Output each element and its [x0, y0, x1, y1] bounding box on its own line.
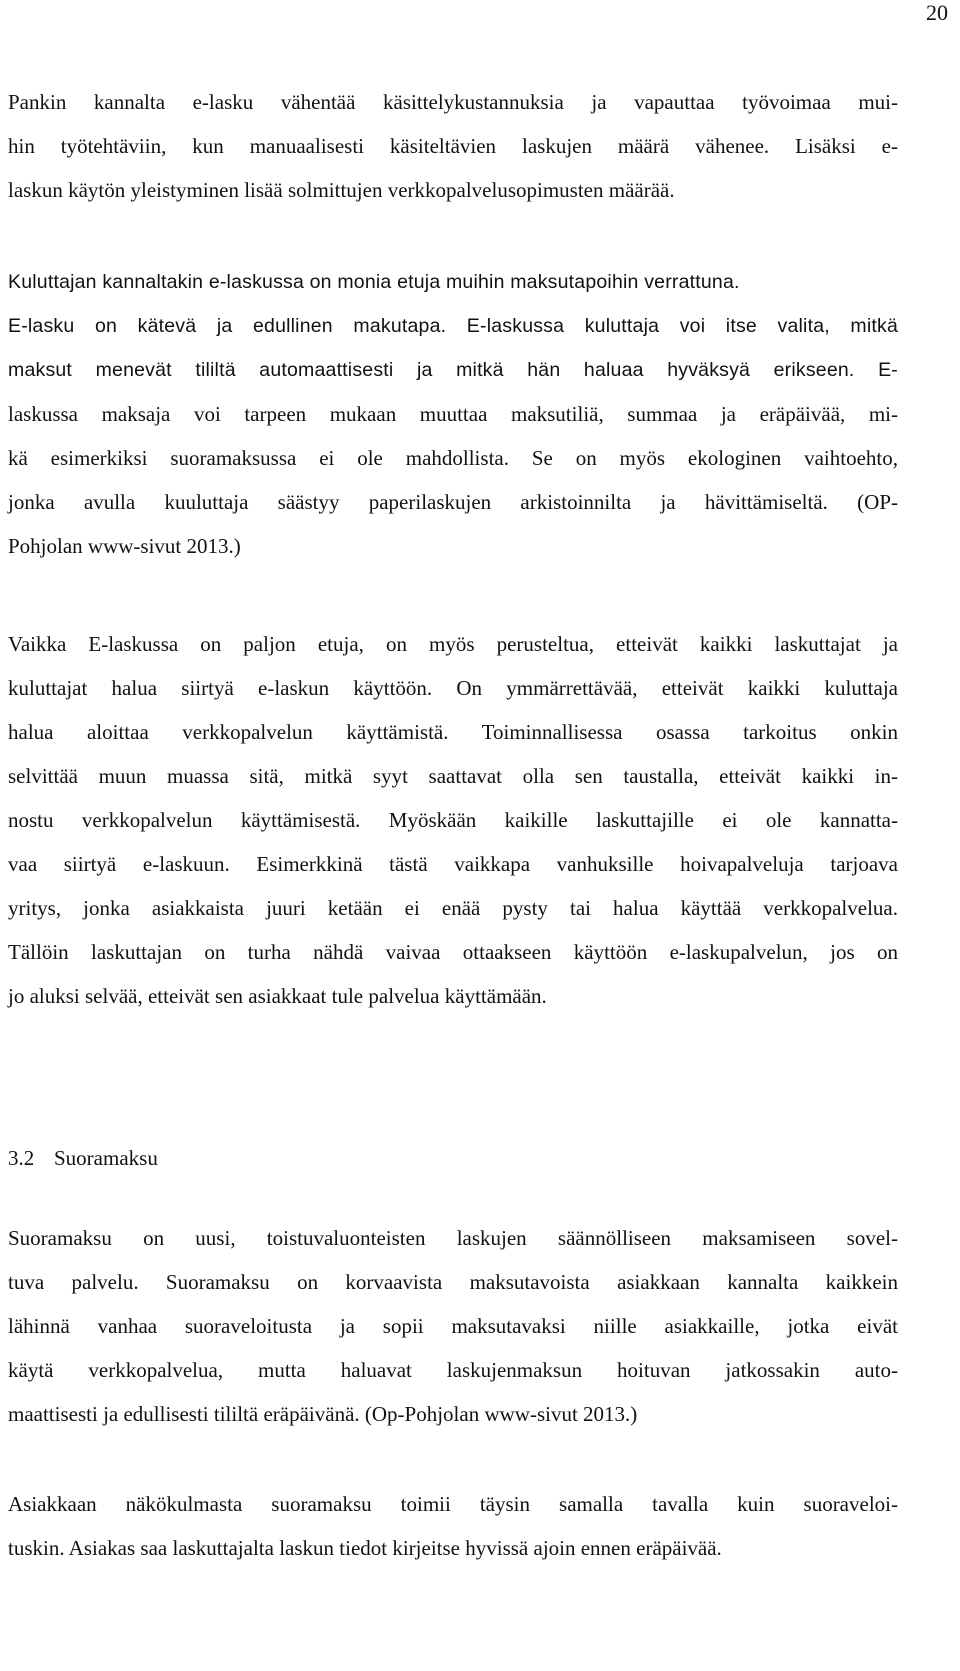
section-paragraph-1 [8, 1216, 898, 1436]
section-paragraph-2 [8, 1482, 898, 1570]
paragraph-2 [8, 260, 898, 392]
text-line: hin työtehtäviin, kun manuaalisesti käsiteltävien laskujen määrä vähenee. Lisäksi e- [8, 134, 898, 158]
text-line: Asiakkaan näkökulmasta suoramaksu toimii täysin samalla tavalla kuin suoraveloi- [8, 1492, 898, 1516]
text-line: jonka avulla kuuluttaja säästyy paperilaskujen arkistoinnilta ja hävittämiseltä. (OP- [8, 490, 898, 514]
text-line: nostu verkkopalvelun käyttämisestä. Myöskään kaikille laskuttajille ei ole kannatta- [8, 808, 898, 832]
text-line: Pankin kannalta e-lasku vähentää käsittelykustannuksia ja vapauttaa työvoimaa mui- [8, 90, 898, 114]
text-line: selvittää muun muassa sitä, mitkä syyt saattavat olla sen taustalla, etteivät kaikki in- [8, 764, 898, 788]
text-line: kuluttajat halua siirtyä e-laskun käyttöön. On ymmärrettävää, etteivät kaikki kuluttaja [8, 676, 898, 700]
text-line: Pohjolan www-sivut 2013.) [8, 534, 241, 558]
text-line: maattisesti ja edullisesti tililtä eräpäivänä. (Op-Pohjolan www-sivut 2013.) [8, 1402, 638, 1426]
text-line: maksut menevät tililtä automaattisesti ja mitkä hän haluaa hyväksyä erikseen. E- [8, 359, 898, 381]
text-line: E-lasku on kätevä ja edullinen makutapa. E-laskussa kuluttaja voi itse valita, mitkä [8, 315, 898, 337]
text-line: Tällöin laskuttajan on turha nähdä vaivaa ottaakseen käyttöön e-laskupalvelun, jos on [8, 940, 898, 964]
text-line: tuskin. Asiakas saa laskuttajalta laskun tiedot kirjeitse hyvissä ajoin ennen eräpäivää. [8, 1536, 722, 1560]
text-line: halua aloittaa verkkopalvelun käyttämistä. Toiminnallisessa osassa tarkoitus onkin [8, 720, 898, 744]
text-line: kä esimerkiksi suoramaksussa ei ole mahdollista. Se on myös ekologinen vaihtoehto, [8, 446, 898, 470]
text-line: jo aluksi selvää, etteivät sen asiakkaat tule palvelua käyttämään. [8, 984, 547, 1008]
text-line: Kuluttajan kannaltakin e-laskussa on monia etuja muihin maksutapoihin verrattuna. [8, 271, 740, 293]
text-line: käytä verkkopalvelua, mutta haluavat laskujenmaksun hoituvan jatkossakin auto- [8, 1358, 898, 1382]
text-line: Suoramaksu on uusi, toistuvaluonteisten laskujen säännölliseen maksamiseen sovel- [8, 1226, 898, 1250]
section-heading [8, 1136, 158, 1180]
text-line: yritys, jonka asiakkaista juuri ketään ei enää pysty tai halua käyttää verkkopalvelua. [8, 896, 898, 920]
page-number: 20 [926, 0, 948, 25]
paragraph-3 [8, 622, 898, 1018]
text-line: tuva palvelu. Suoramaksu on korvaavista maksutavoista asiakkaan kannalta kaikkein [8, 1270, 898, 1294]
text-line: Vaikka E-laskussa on paljon etuja, on myös perusteltua, etteivät kaikki laskuttajat ja [8, 632, 898, 656]
paragraph-2-continued [8, 392, 898, 568]
text-line: lähinnä vanhaa suoraveloitusta ja sopii maksutavaksi niille asiakkaille, jotka eivät [8, 1314, 898, 1338]
text-line: laskussa maksaja voi tarpeen mukaan muuttaa maksutiliä, summaa ja eräpäivää, mi- [8, 402, 898, 426]
paragraph-1 [8, 80, 898, 212]
text-line: vaa siirtyä e-laskuun. Esimerkkinä tästä vaikkapa vanhuksille hoivapalveluja tarjoava [8, 852, 898, 876]
text-line: laskun käytön yleistyminen lisää solmittujen verkkopalvelusopimusten määrää. [8, 178, 675, 202]
section-number: 3.2 [8, 1146, 35, 1170]
section-title: Suoramaksu [54, 1146, 158, 1170]
